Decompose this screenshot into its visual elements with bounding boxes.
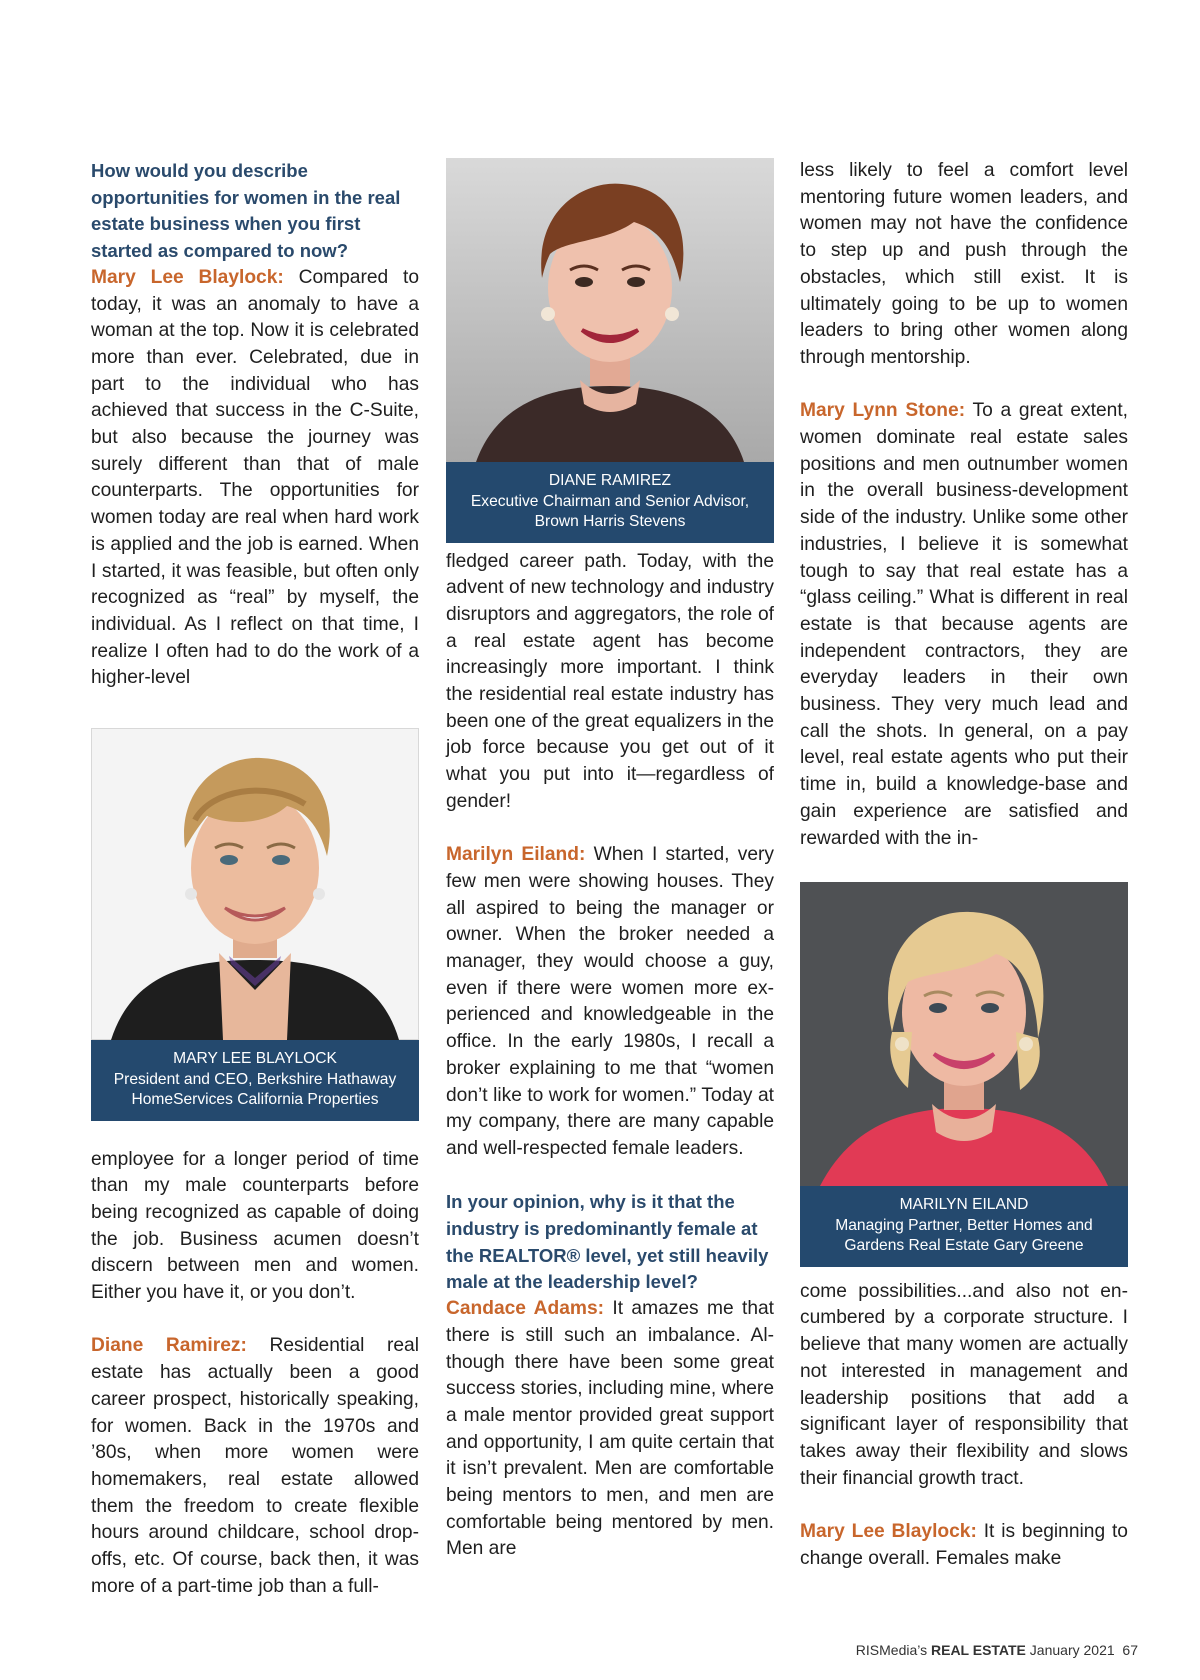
column-3 bbox=[800, 158, 1128, 1572]
answer-paragraph bbox=[91, 1333, 419, 1600]
portrait-photo bbox=[800, 882, 1128, 1186]
speaker-name: Candace Adams: bbox=[446, 1298, 605, 1320]
footer-publisher: RISMedia’s bbox=[855, 1642, 928, 1658]
answer-continued: come possibilities...and also not encumbered by a corporate structure. I believe that many women are actually not interested in management and leadership positions that add a significant layer of responsibility that takes away their flexibility and slows their financial growth tract. bbox=[800, 1280, 1128, 1489]
speaker-name: Diane Ramirez: bbox=[91, 1335, 247, 1357]
footer-magazine: REAL ESTATE bbox=[931, 1642, 1026, 1658]
speaker-name: Mary Lynn Stone: bbox=[800, 400, 966, 422]
portrait-image bbox=[446, 158, 774, 462]
caption-title-line2: Brown Harris Stevens bbox=[534, 513, 686, 530]
speaker-name: Marilyn Eiland: bbox=[446, 844, 586, 866]
portrait-photo bbox=[91, 728, 419, 1040]
answer-paragraph bbox=[446, 1296, 774, 1563]
footer-issue: January 2021 bbox=[1029, 1642, 1115, 1658]
answer-paragraph bbox=[446, 842, 774, 1162]
caption-title-line2: Gardens Real Estate Gary Greene bbox=[844, 1237, 1084, 1255]
portrait-figure-eiland bbox=[800, 882, 1128, 1267]
answer-text: Residential real estate has actually been a good career prospect, historically speaking, for women. Back in the 1970s and ’80s, when more women were homemakers, real estate allowed them the freedom to create flexible hours around childcare, school drop-offs, etc. Of course, back then, it was more of a part-time job than a full- bbox=[91, 1335, 419, 1597]
portrait-image bbox=[800, 882, 1128, 1186]
answer-paragraph bbox=[800, 1519, 1128, 1572]
caption-title-line1: President and CEO, Berkshire Hathaway bbox=[113, 1070, 397, 1088]
question-heading: How would you describe opportunities for women in the real estate business when you first started as compared to now? bbox=[91, 160, 401, 262]
portrait-photo bbox=[446, 158, 774, 462]
answer-text: It amazes me that there is still such an imbalance. Although there have been some great success stories, including mine, where a male mentor provided great support and opportunity, I am quite certain that it isn’t prevalent. Men are comfortable being mentors to men, and men are comfortable being mentored by men. Men are bbox=[446, 1298, 774, 1560]
portrait-figure-ramirez bbox=[446, 158, 774, 543]
answer-text: It is beginning to change overall. Females make bbox=[800, 1521, 1128, 1569]
speaker-name: Mary Lee Blaylock: bbox=[91, 266, 284, 288]
question-heading: In your opinion, why is it that the industry is predominantly female at the REALTOR® level, yet still heavily male at the leadership level? bbox=[446, 1191, 769, 1293]
answer-paragraph bbox=[800, 398, 1128, 852]
photo-caption bbox=[91, 1040, 419, 1121]
caption-title-line2: HomeServices California Properties bbox=[131, 1091, 379, 1109]
answer-continued: employee for a longer period of time than my male counterparts before being recognized as capable of doing the job. Business acumen doesn’t discern between men and women. Either you have it, or you don’t. bbox=[91, 1148, 419, 1304]
photo-caption bbox=[446, 462, 774, 543]
caption-title-line1: Executive Chairman and Senior Advisor, bbox=[470, 492, 750, 510]
caption-name: MARILYN EILAND bbox=[899, 1196, 1029, 1214]
answer-text: To a great extent, women dominate real estate sales positions and men outnumber women in the overall business-development side of the industry. Unlike some other industries, I believe it is somewhat tough to say that real estate has a “glass ceiling.” What is different in real estate is that because agents are independent contractors, they are everyday leaders in their own business. They very much lead and call the shots. In general, on a pay level, real estate agents who put their time in, build a knowledge-base and gain experience are satisfied and rewarded with the in- bbox=[800, 400, 1129, 849]
portrait-figure-blaylock bbox=[91, 728, 419, 1121]
answer-continued: less likely to feel a comfort level mentoring future women leaders, and women may not have the confidence to step up and push through the obstacles, which still exist. It is ultimately going to be up to women leaders to bring other women along through mentorship. bbox=[800, 160, 1128, 368]
answer-text: Compared to today, it was an anomaly to have a woman at the top. Now it is celebrated more than ever. Celebrated, due in part to the individual who has achieved that success in the C-Suite, but also because the journey was surely different than that of male counterparts. The opportunities for women today are real when hard work is applied and the job is earned. When I started, it was feasible, but often only recognized as “real” by myself, the individual. As I reflect on that time, I realize I often had to do the work of a higher-level bbox=[91, 266, 419, 689]
caption-name: DIANE RAMIREZ bbox=[548, 472, 672, 489]
answer-paragraph bbox=[91, 265, 419, 692]
answer-text: When I started, very few men were showing houses. They all aspired to being the manager or owner. When the broker needed a manager, they would choose a guy, even if there were women more experienced and knowledgeable in the office. In the early 1980s, I recall a broker explaining to me that “women don’t like to work for women.” Today at my company, there are many capable and well-respected female leaders. bbox=[446, 844, 774, 1159]
column-1 bbox=[91, 158, 419, 1601]
caption-name: MARY LEE BLAYLOCK bbox=[173, 1050, 337, 1068]
answer-continued: fledged career path. Today, with the advent of new technology and industry disruptors and aggregators, the role of a real estate agent has become increasingly more important. I think the residential real estate industry has been one of the great equalizers in the job force because you get out of it what you put into it—regardless of gender! bbox=[446, 550, 774, 812]
page-footer bbox=[856, 1642, 1138, 1658]
column-2 bbox=[446, 158, 774, 1563]
photo-caption bbox=[800, 1186, 1128, 1267]
caption-title-line1: Managing Partner, Better Homes and bbox=[835, 1216, 1093, 1234]
portrait-image bbox=[91, 728, 419, 1040]
page-number: 67 bbox=[1122, 1642, 1138, 1658]
speaker-name: Mary Lee Blaylock: bbox=[800, 1521, 977, 1543]
